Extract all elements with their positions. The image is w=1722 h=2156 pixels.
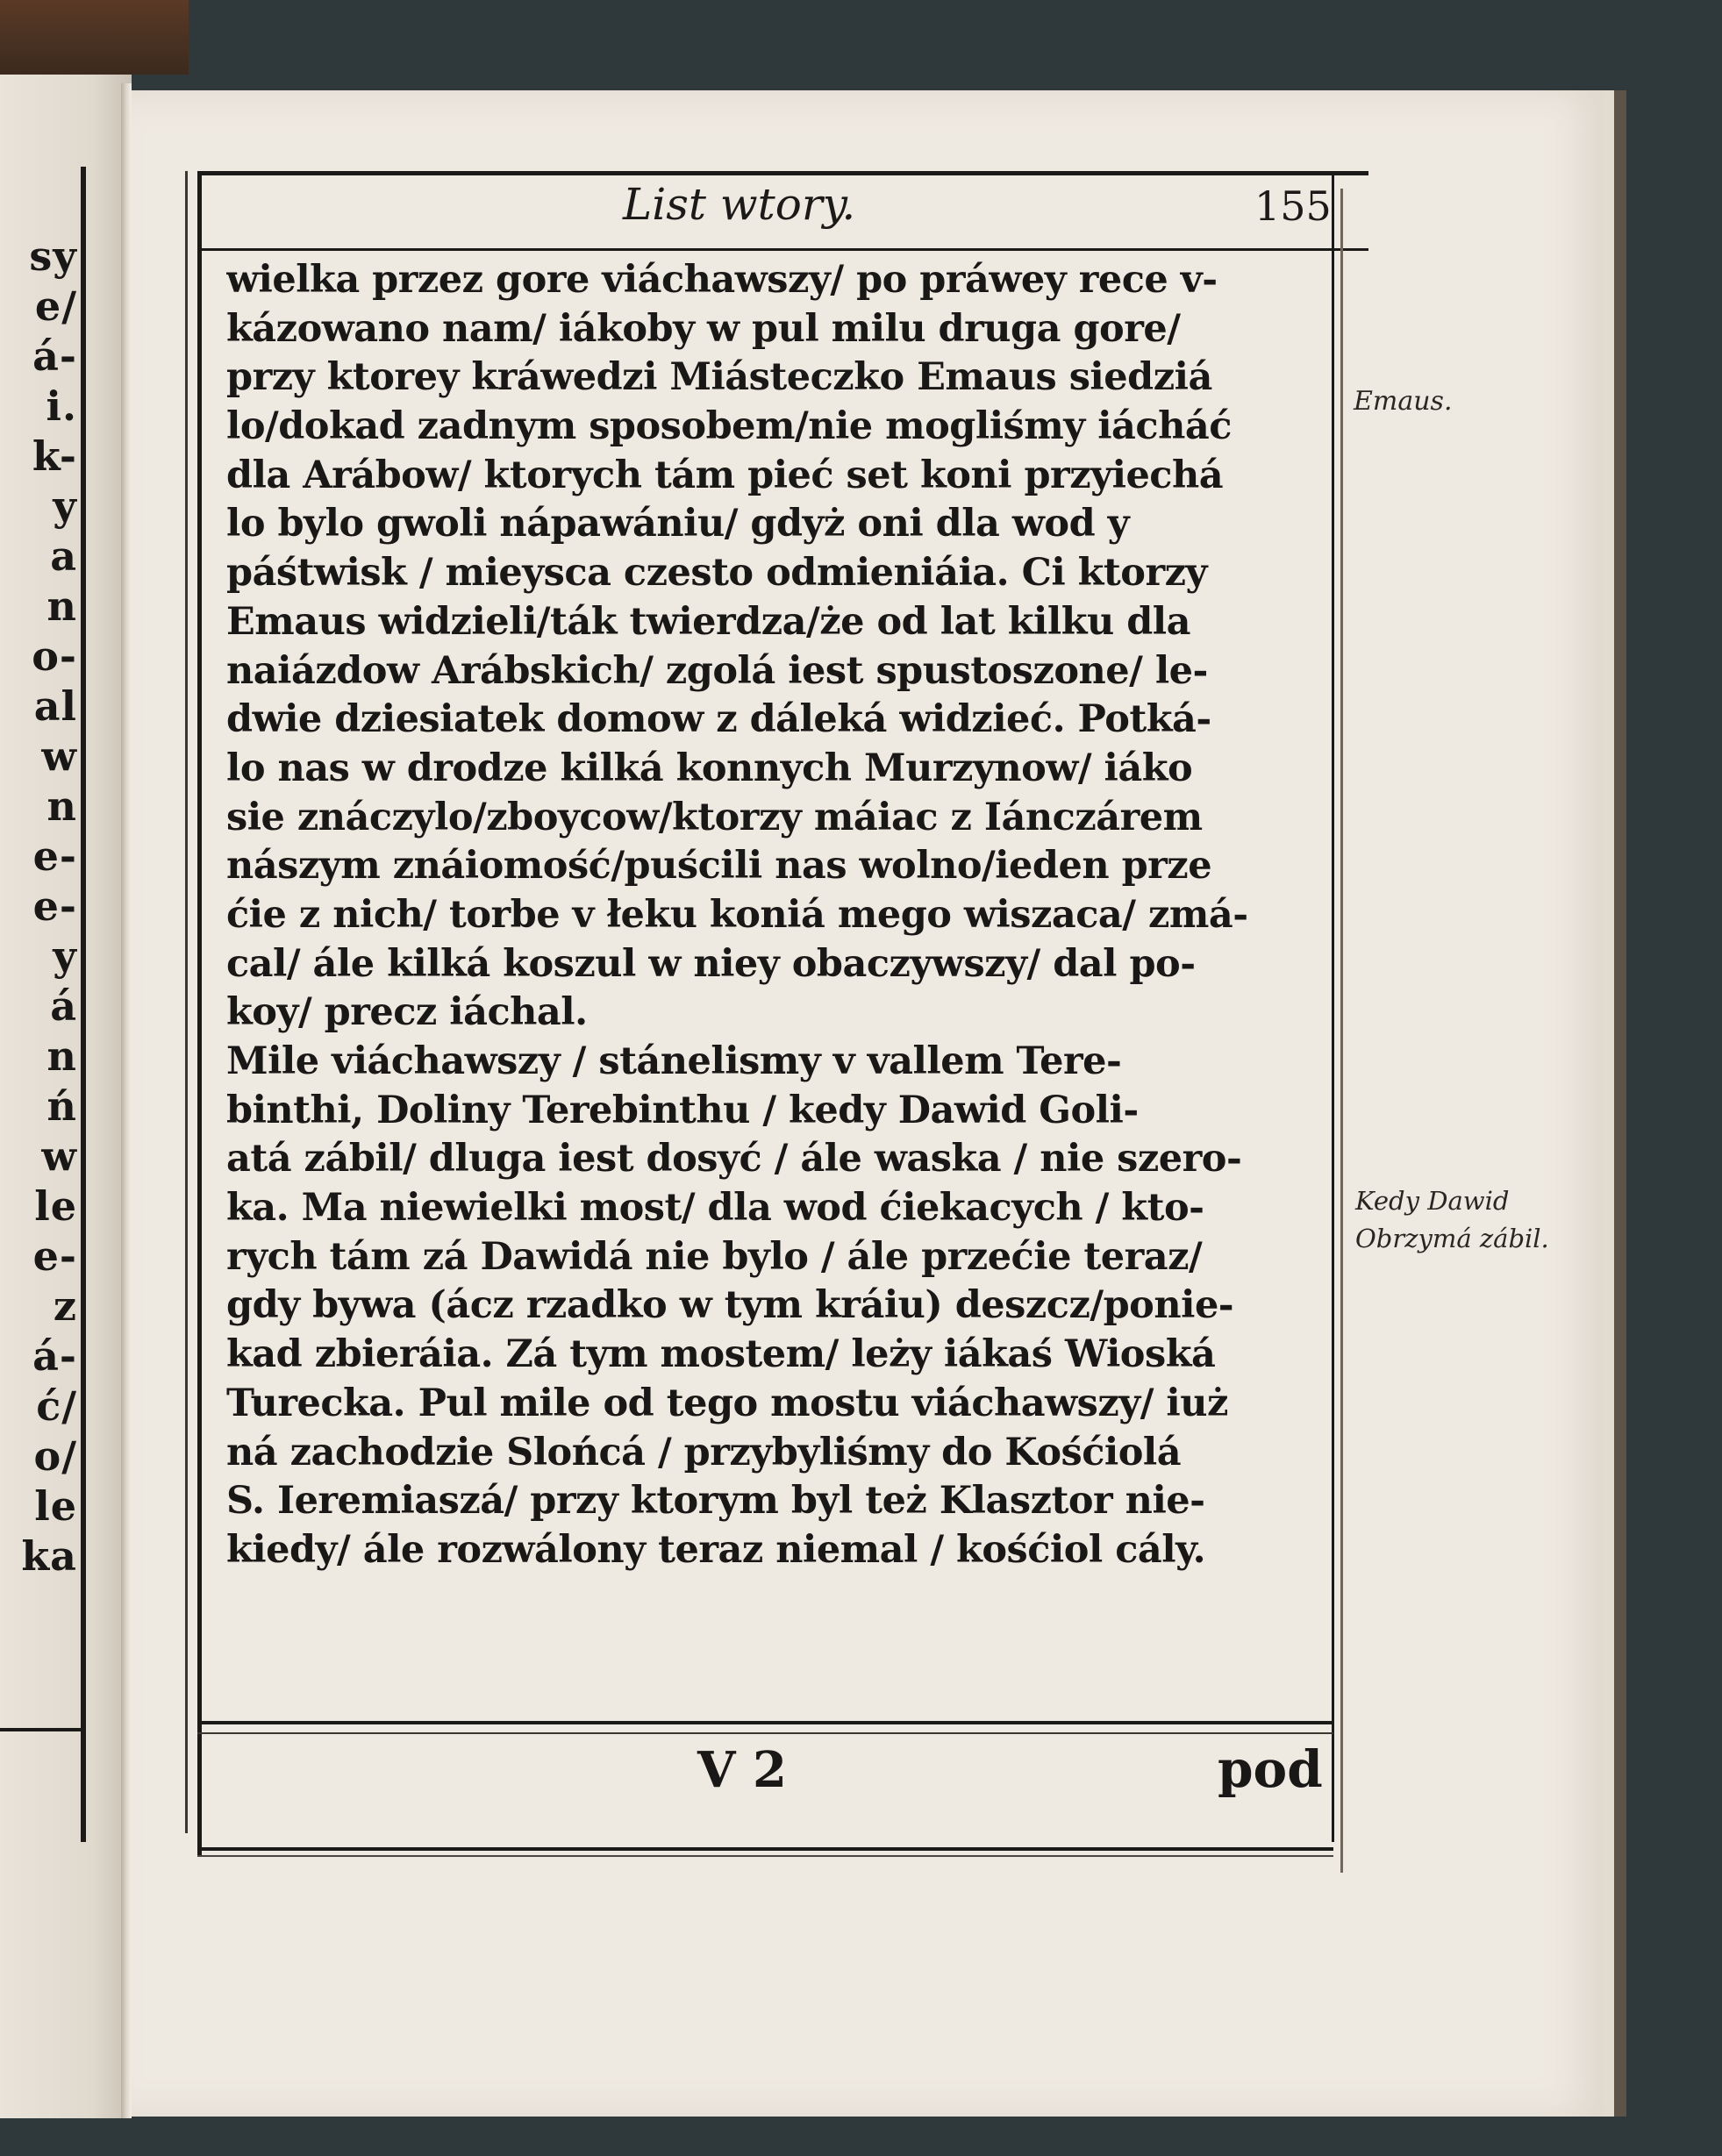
page-fold bbox=[121, 83, 132, 2118]
frame-right-rule bbox=[1332, 171, 1334, 1842]
text-line: nászym znáiomość/puścili nas wolno/ieden prze bbox=[226, 844, 1212, 889]
left-page-fragment: á- bbox=[32, 332, 77, 380]
left-page-fragment: e- bbox=[32, 1232, 77, 1280]
left-page-fragment: k- bbox=[32, 432, 77, 480]
text-bottom-rule bbox=[197, 1721, 1333, 1724]
frame-bottom-rule bbox=[197, 1847, 1333, 1851]
frame-top-rule bbox=[197, 171, 1368, 175]
left-page-fragment: w bbox=[41, 732, 77, 780]
left-page-fragment: sy bbox=[29, 232, 77, 280]
left-page-fragment: y bbox=[53, 482, 77, 530]
left-page-frame-rule bbox=[81, 167, 86, 1842]
left-page-fragment: le bbox=[34, 1482, 77, 1530]
frame-left-outer-rule bbox=[185, 171, 188, 1833]
text-line: dla Arábow/ ktorych tám pieć set koni przyiechá bbox=[226, 453, 1224, 497]
signature-mark: V 2 bbox=[697, 1741, 787, 1799]
left-page-fragment: w bbox=[41, 1132, 77, 1180]
left-page-fragment: o/ bbox=[33, 1432, 77, 1480]
left-page-fragment: z bbox=[53, 1282, 77, 1330]
left-page-fragment: á- bbox=[32, 1332, 77, 1380]
text-line: Turecka. Pul mile od tego mostu viáchawszy/ iuż bbox=[226, 1381, 1228, 1425]
text-line: sie znáczylo/zboycow/ktorzy máiac z Iánczárem bbox=[226, 795, 1203, 839]
text-line: rych tám zá Dawidá nie bylo / ále przećie teraz/ bbox=[226, 1234, 1203, 1279]
text-line: páśtwisk / mieysca czesto odmieniáia. Ci ktorzy bbox=[226, 551, 1208, 596]
margin-note-dawid-line2: Obrzymá zábil. bbox=[1355, 1224, 1549, 1253]
margin-note-rule bbox=[1340, 189, 1343, 1873]
text-line: lo bylo gwoli nápawániu/ gdyż oni dla wod y bbox=[226, 502, 1130, 546]
text-line: ćie z nich/ torbe v łeku koniá mego wiszaca/ zmá- bbox=[226, 892, 1248, 937]
left-page-fragment: ka bbox=[21, 1532, 77, 1580]
text-line: kázowano nam/ iákoby w pul milu druga gore/ bbox=[226, 306, 1181, 351]
text-line: kad zbieráia. Zá tym mostem/ leży iákaś Wioská bbox=[226, 1332, 1216, 1377]
book-edge-top bbox=[0, 0, 189, 75]
text-line: Mile viáchawszy / stánelismy v vallem Tere- bbox=[226, 1039, 1122, 1083]
left-page-fragment: ń bbox=[46, 1082, 77, 1130]
left-page-fragment: n bbox=[46, 1032, 77, 1080]
header-underline-rule bbox=[197, 248, 1368, 251]
text-line: przy ktorey kráwedzi Miásteczko Emaus siedziá bbox=[226, 355, 1212, 400]
left-page-fragment: á bbox=[50, 982, 77, 1030]
frame-left-rule bbox=[197, 171, 202, 1855]
text-line: cal/ ále kilká koszul w niey obaczywszy/ dal po- bbox=[226, 941, 1196, 986]
text-line: ka. Ma niewielki most/ dla wod ćiekacych / kto- bbox=[226, 1186, 1204, 1231]
margin-note-emaus: Emaus. bbox=[1354, 386, 1453, 417]
left-page-fragment: i. bbox=[46, 382, 77, 430]
frame-bottom-rule-thin bbox=[197, 1855, 1333, 1857]
text-line: kiedy/ ále rozwálony teraz niemal / kośćiol cály. bbox=[226, 1527, 1206, 1572]
left-page-fragment: y bbox=[53, 932, 77, 980]
left-page-fragment: e/ bbox=[34, 282, 77, 330]
text-line: Emaus widzieli/ták twierdza/że od lat kilku dla bbox=[226, 599, 1190, 644]
text-line: lo nas w drodze kilká konnych Murzynow/ iáko bbox=[226, 746, 1193, 790]
catchword: pod bbox=[1218, 1739, 1323, 1799]
text-line: dwie dziesiatek domow z dáleká widzieć. Potká- bbox=[226, 697, 1211, 742]
running-title: List wtory. bbox=[623, 179, 856, 230]
text-line: lo/dokad zadnym sposobem/nie mogliśmy iácháć bbox=[226, 404, 1232, 449]
left-page-fragment: n bbox=[46, 782, 77, 830]
left-page-fragment: a bbox=[50, 532, 77, 580]
text-line: wielka przez gore viáchawszy/ po práwey rece v- bbox=[226, 258, 1218, 302]
left-page-fragment: le bbox=[34, 1182, 77, 1230]
text-line: koy/ precz iáchal. bbox=[226, 990, 588, 1035]
left-page-bottom-rule bbox=[0, 1728, 84, 1731]
text-line: S. Ieremiaszá/ przy ktorym byl też Klasztor nie- bbox=[226, 1479, 1205, 1524]
text-line: gdy bywa (ácz rzadko w tym kráiu) deszcz/ponie- bbox=[226, 1283, 1234, 1328]
left-page-fragment: e- bbox=[32, 832, 77, 880]
text-line: naiázdow Arábskich/ zgolá iest spustoszone/ le- bbox=[226, 648, 1208, 693]
text-line: atá zábil/ dluga iest dosyć / ále waska / nie szero- bbox=[226, 1137, 1242, 1182]
margin-note-dawid-line1: Kedy Dawid bbox=[1355, 1186, 1510, 1216]
body-text bbox=[226, 256, 1323, 1575]
text-line: binthi, Doliny Terebinthu / kedy Dawid Goli- bbox=[226, 1088, 1139, 1132]
left-page-fragment: al bbox=[33, 682, 77, 730]
text-bottom-rule-thin bbox=[197, 1732, 1333, 1734]
left-page-fragment: o- bbox=[32, 632, 77, 680]
left-page-fragment: ć/ bbox=[36, 1382, 77, 1430]
left-page-fragment: e- bbox=[32, 882, 77, 930]
page-number: 155 bbox=[1254, 182, 1332, 230]
text-line: ná zachodzie Slońcá / przybyliśmy do Kośćiolá bbox=[226, 1430, 1182, 1474]
left-page-fragment: n bbox=[46, 582, 77, 630]
page-edge-shadow bbox=[1614, 90, 1626, 2117]
